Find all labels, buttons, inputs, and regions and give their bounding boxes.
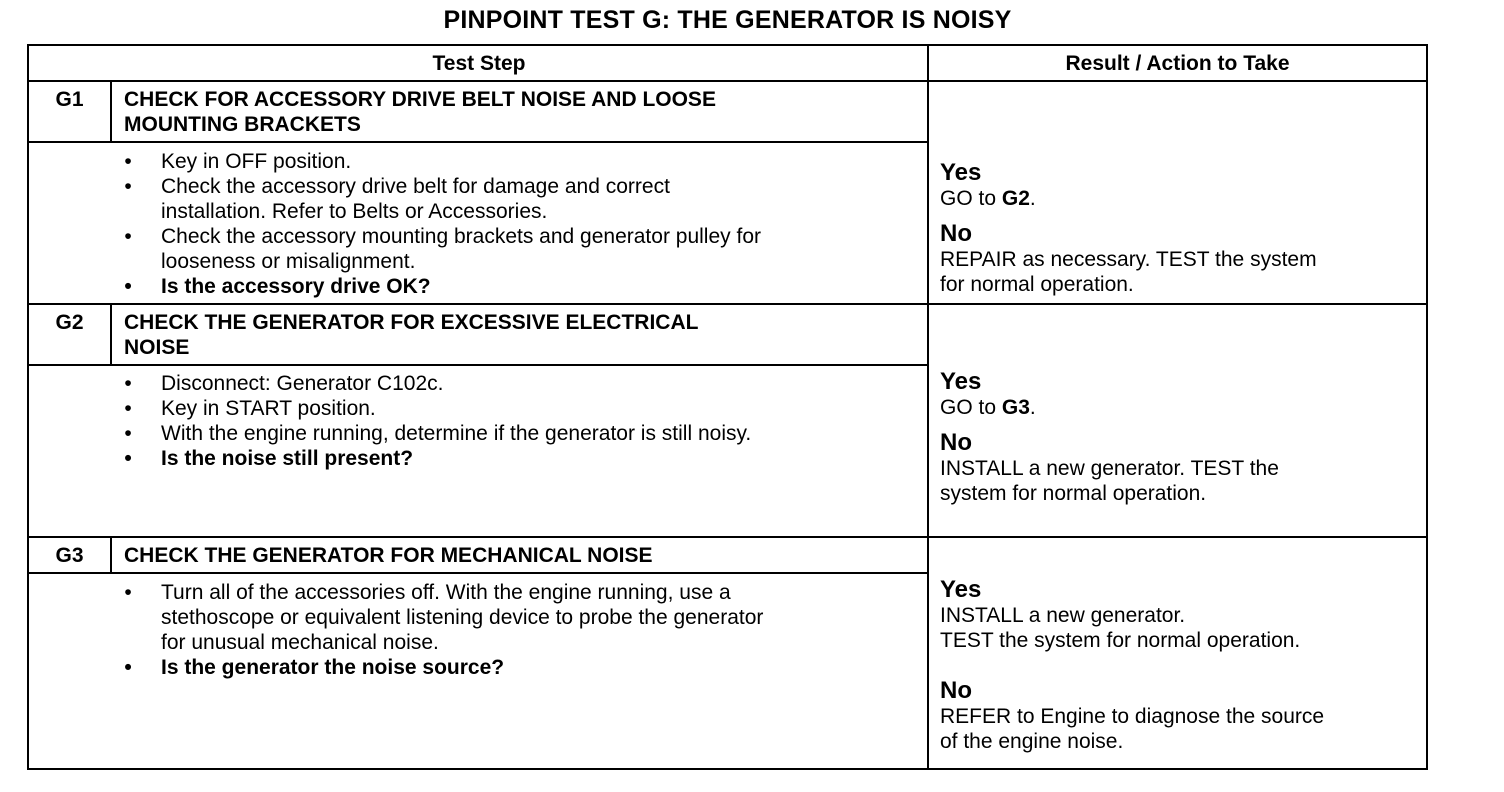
bullet-item: • With the engine running, determine if the generator is still noisy. — [121, 421, 921, 446]
step-title-line: NOISE — [124, 336, 190, 359]
result-cell — [940, 160, 1420, 297]
no-label: No — [940, 429, 972, 456]
yes-label: Yes — [940, 576, 982, 603]
bullet-item: • Turn all of the accessories off. With the engine running, use a stethoscope or equivalent listening device to probe the generator for unusual mechanical noise. — [121, 580, 921, 655]
step-title — [124, 310, 904, 360]
bullet-icon: • — [124, 372, 132, 395]
result-cell — [940, 577, 1420, 754]
step-bullets — [121, 371, 921, 471]
bullet-question: • Is the noise still present? — [121, 446, 921, 471]
step-title-divider — [29, 364, 927, 366]
bullet-item: • Key in OFF position. — [121, 149, 921, 174]
no-label: No — [940, 220, 972, 247]
id-column-divider — [110, 305, 112, 364]
yes-label: Yes — [940, 159, 982, 186]
no-action-line: system for normal operation. — [940, 482, 1207, 505]
yes-action: GO to G2. — [940, 187, 1036, 210]
yes-action-line: INSTALL a new generator. — [940, 604, 1186, 627]
step-id: G1 — [55, 88, 84, 111]
page-title: PINPOINT TEST G: THE GENERATOR IS NOISY — [443, 6, 1012, 34]
bullet-item: • Key in START position. — [121, 396, 921, 421]
row-divider — [29, 303, 1426, 305]
no-action-line: of the engine noise. — [940, 730, 1124, 753]
bullet-icon: • — [124, 275, 132, 298]
step-id: G2 — [55, 311, 84, 334]
id-column-divider — [110, 82, 112, 141]
column-divider — [927, 46, 929, 768]
step-title-divider — [29, 572, 927, 574]
bullet-icon: • — [124, 225, 132, 248]
step-title-line: CHECK THE GENERATOR FOR MECHANICAL NOISE — [124, 544, 653, 567]
no-action-line: for normal operation. — [940, 273, 1134, 296]
row-divider — [29, 536, 1426, 538]
step-title — [124, 543, 904, 568]
bullet-icon: • — [124, 581, 132, 604]
step-title-line: CHECK FOR ACCESSORY DRIVE BELT NOISE AND LOOSE — [124, 88, 716, 111]
step-id: G3 — [55, 544, 84, 567]
bullet-icon: • — [124, 397, 132, 420]
no-label: No — [940, 677, 972, 704]
header-result: Result / Action to Take — [929, 46, 1426, 82]
no-action-line: INSTALL a new generator. TEST the — [940, 457, 1279, 480]
no-action-line: REFER to Engine to diagnose the source — [940, 705, 1325, 728]
bullet-icon: • — [124, 656, 132, 679]
step-title-divider — [29, 141, 927, 143]
no-action-line: REPAIR as necessary. TEST the system — [940, 248, 1317, 271]
step-bullets — [121, 580, 921, 680]
step-bullets — [121, 149, 921, 299]
bullet-icon: • — [124, 150, 132, 173]
yes-action-line: TEST the system for normal operation. — [940, 629, 1301, 652]
step-title-line: CHECK THE GENERATOR FOR EXCESSIVE ELECTRICAL — [124, 311, 699, 334]
bullet-item: • Check the accessory mounting brackets and generator pulley for looseness or misalignment. — [121, 224, 921, 274]
step-title — [124, 87, 904, 137]
yes-action: GO to G3. — [940, 396, 1036, 419]
bullet-item: • Check the accessory drive belt for damage and correct installation. Refer to Belts or Accessories. — [121, 174, 921, 224]
id-column-divider — [110, 538, 112, 572]
bullet-icon: • — [124, 447, 132, 470]
bullet-item: • Disconnect: Generator C102c. — [121, 371, 921, 396]
step-title-line: MOUNTING BRACKETS — [124, 113, 361, 136]
pinpoint-test-table — [27, 44, 1428, 770]
bullet-question: • Is the accessory drive OK? — [121, 274, 921, 299]
bullet-icon: • — [124, 422, 132, 445]
yes-label: Yes — [940, 368, 982, 395]
result-cell — [940, 369, 1420, 506]
bullet-question: • Is the generator the noise source? — [121, 655, 921, 680]
bullet-icon: • — [124, 175, 132, 198]
header-test-step: Test Step — [29, 46, 929, 82]
